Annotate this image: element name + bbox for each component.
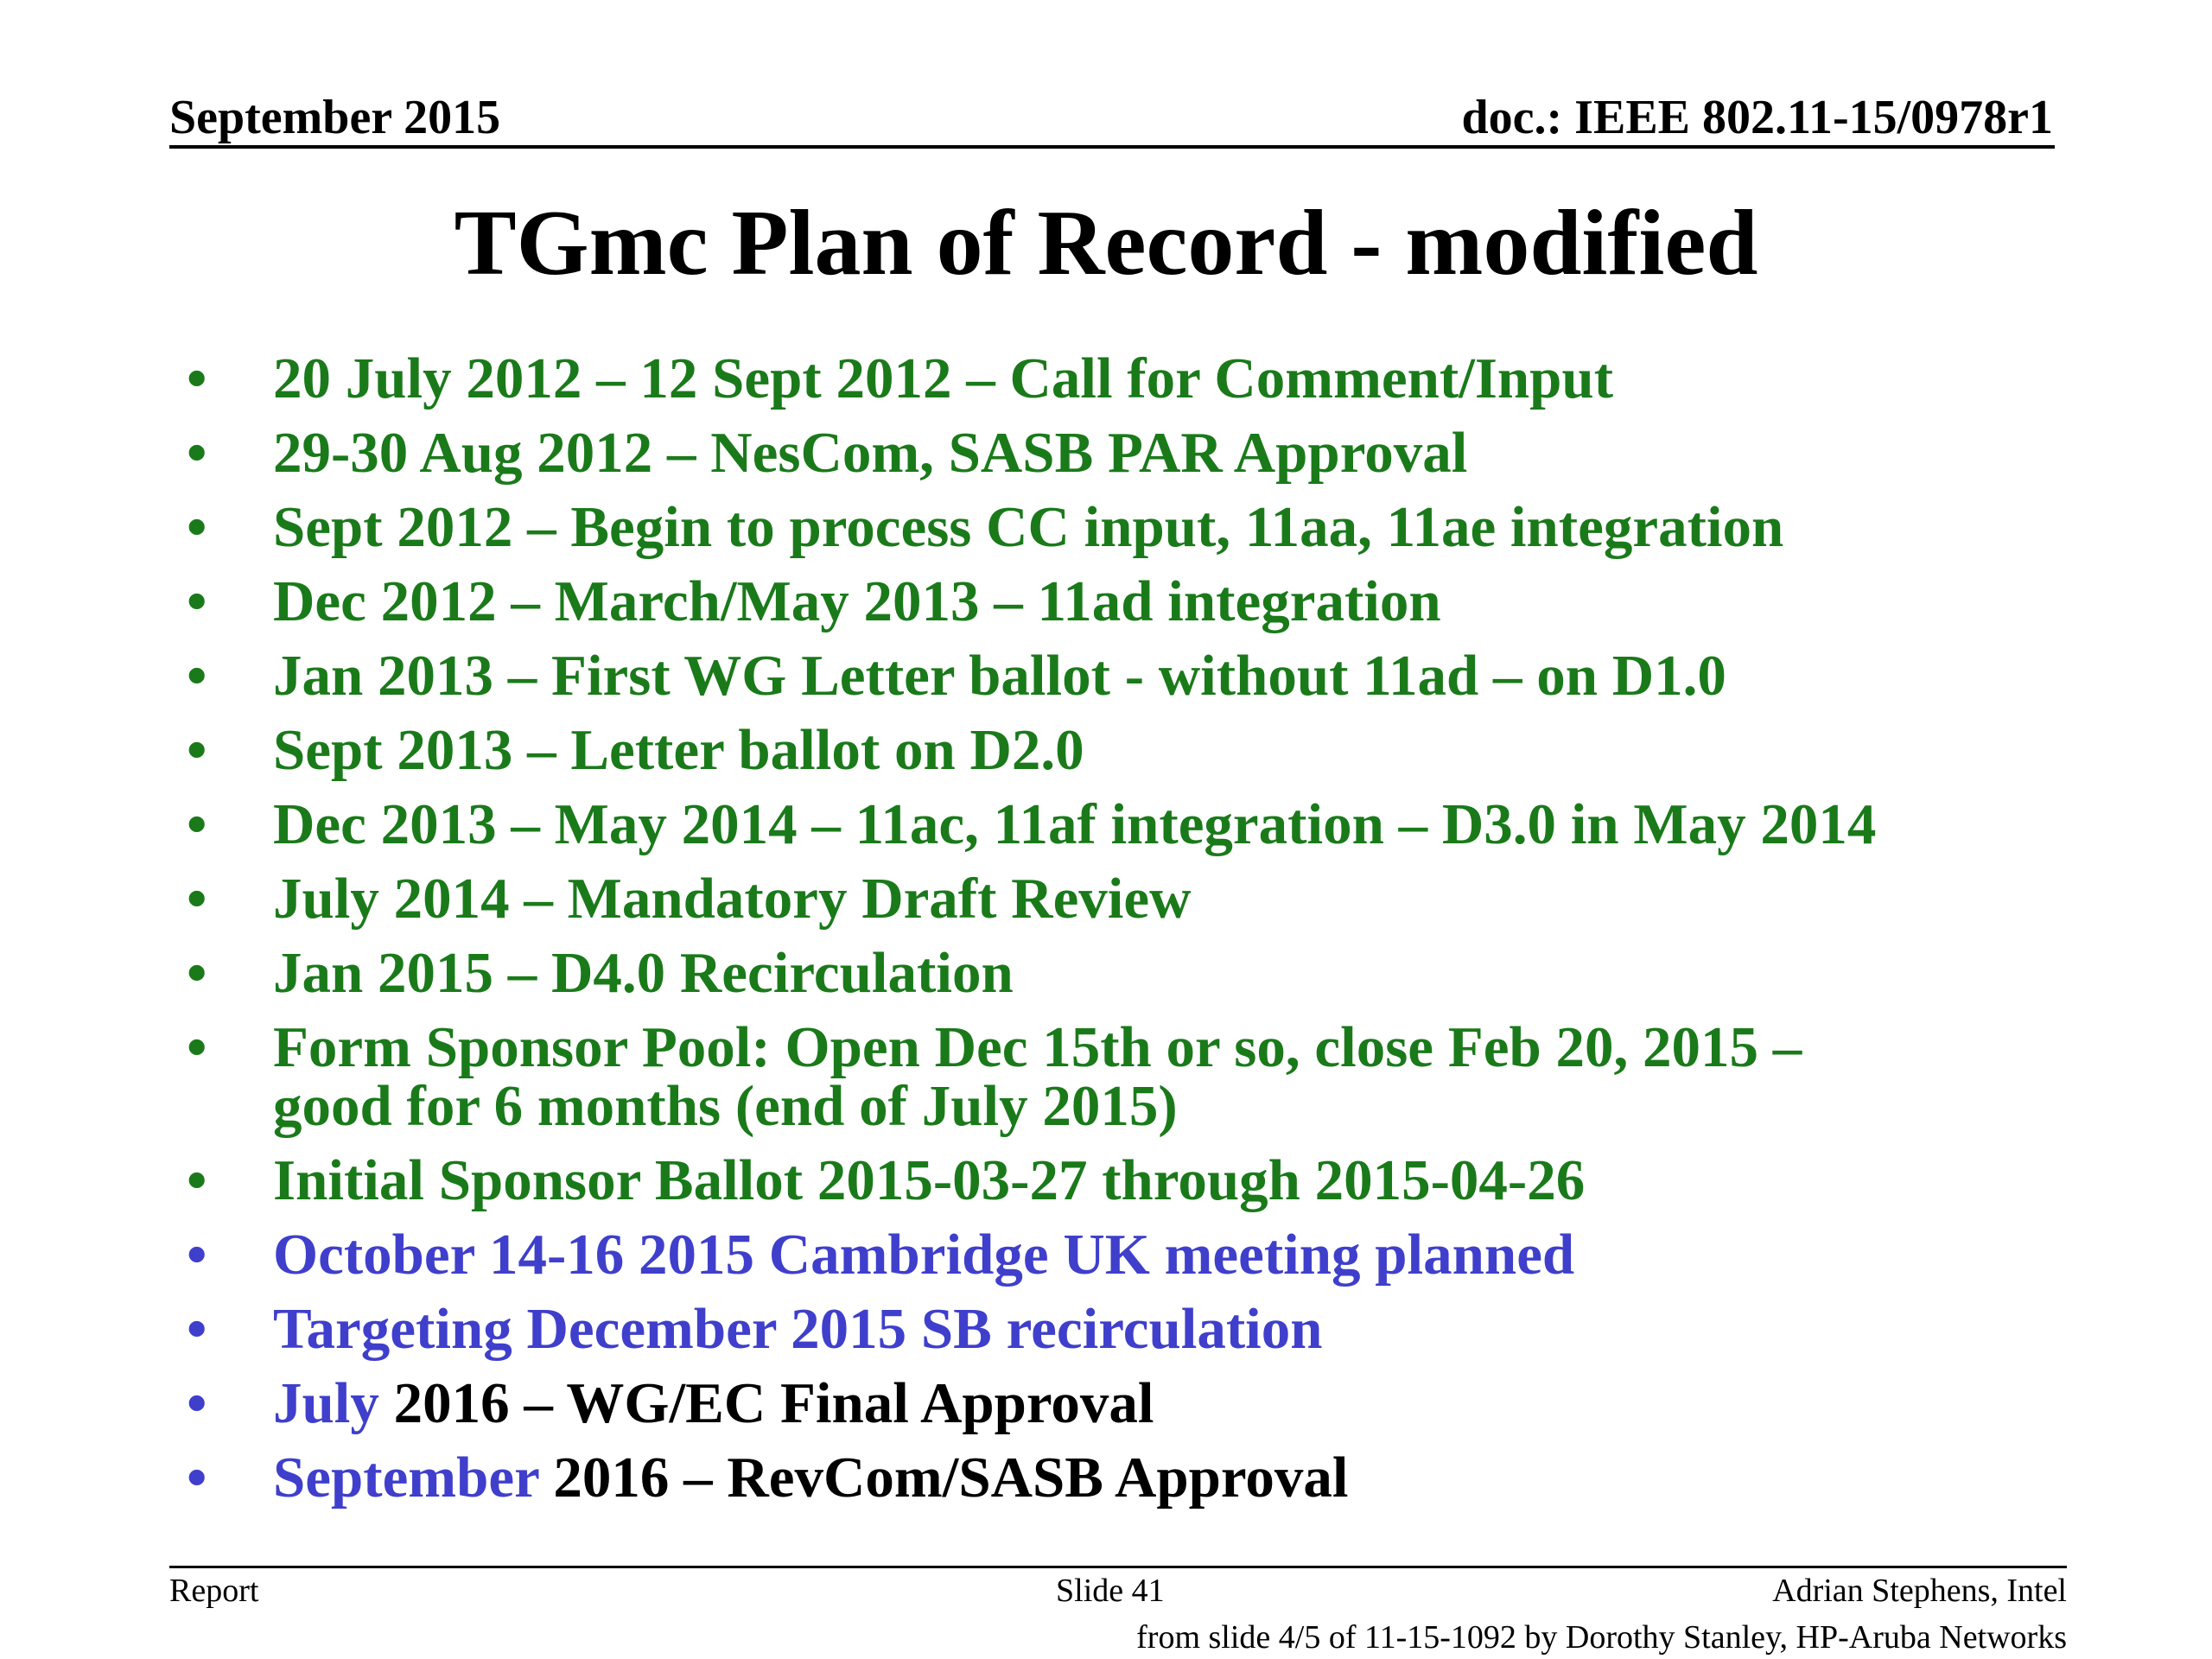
bullet-marker: • <box>187 718 207 782</box>
bullet-marker: • <box>187 1371 207 1435</box>
bullet-marker: • <box>187 346 207 410</box>
header-date: September 2015 <box>169 91 501 144</box>
bullet-item <box>187 1448 2088 1522</box>
bullet-marker: • <box>187 495 207 559</box>
bullet-list <box>187 346 2088 1522</box>
bullet-marker: • <box>187 792 207 856</box>
bullet-text: Dec 2013 – May 2014 – 11ac, 11af integration – D3.0 in May 2014 <box>273 792 1877 856</box>
bullet-text: Jan 2015 – D4.0 Recirculation <box>273 941 1014 1005</box>
bullet-text: 2016 – WG/EC Final Approval <box>378 1371 1154 1435</box>
bullet-text: October 14-16 2015 Cambridge UK meeting planned <box>273 1223 1575 1287</box>
bullet-item <box>187 1015 2088 1151</box>
bullet-text: 29-30 Aug 2012 – NesCom, SASB PAR Approval <box>273 421 1468 485</box>
bullet-item <box>187 646 2088 721</box>
header-divider <box>169 145 2055 149</box>
slide-number: Slide 41 <box>1056 1573 1165 1609</box>
bullet-item <box>187 941 2088 1018</box>
bullet-marker: • <box>187 1446 207 1510</box>
bullet-text: Sept 2012 – Begin to process CC input, 11aa, 11ae integration <box>273 495 1784 559</box>
bullet-text-continuation: good for 6 months (end of July 2015) <box>273 1074 1178 1138</box>
bullet-marker: • <box>187 569 207 633</box>
bullet-text: Form Sponsor Pool: Open Dec 15th or so, close Feb 20, 2015 – <box>273 1015 1802 1079</box>
footer-author: Adrian Stephens, Intel <box>1772 1573 2067 1609</box>
bullet-text: 20 July 2012 – 12 Sept 2012 – Call for Comment/Input <box>273 346 1614 410</box>
bullet-marker: • <box>187 941 207 1005</box>
footer-source-note: from slide 4/5 of 11-15-1092 by Dorothy Stanley, HP-Aruba Networks <box>1136 1619 2067 1656</box>
bullet-text: July 2014 – Mandatory Draft Review <box>273 867 1192 931</box>
bullet-marker: • <box>187 1223 207 1287</box>
bullet-item <box>187 1297 2088 1374</box>
bullet-item <box>187 423 2088 498</box>
bullet-marker: • <box>187 1297 207 1361</box>
footer-left-label: Report <box>169 1573 259 1609</box>
bullet-item <box>187 346 2088 423</box>
bullet-item <box>187 1148 2088 1225</box>
slide-title: TGmc Plan of Record - modified <box>454 192 1758 295</box>
bullet-item <box>187 1225 2088 1300</box>
bullet-text: Initial Sponsor Ballot 2015-03-27 through 2015-04-26 <box>273 1148 1586 1212</box>
bullet-text: Sept 2013 – Letter ballot on D2.0 <box>273 718 1084 782</box>
bullet-item <box>187 718 2088 795</box>
header-doc-id: doc.: IEEE 802.11-15/0978r1 <box>1461 91 2053 144</box>
footer-divider <box>169 1566 2067 1568</box>
bullet-item <box>187 569 2088 646</box>
bullet-marker: • <box>187 1015 207 1079</box>
bullet-text: July <box>273 1371 379 1435</box>
bullet-text: Jan 2013 – First WG Letter ballot - without 11ad – on D1.0 <box>273 644 1726 708</box>
bullet-text: 2016 – RevCom/SASB Approval <box>538 1446 1349 1510</box>
bullet-marker: • <box>187 867 207 931</box>
bullet-text: September <box>273 1446 539 1510</box>
bullet-item <box>187 792 2088 869</box>
bullet-text: Targeting December 2015 SB recirculation <box>273 1297 1323 1361</box>
bullet-item <box>187 1371 2088 1448</box>
bullet-marker: • <box>187 644 207 708</box>
bullet-item <box>187 869 2088 944</box>
bullet-marker: • <box>187 1148 207 1212</box>
bullet-marker: • <box>187 421 207 485</box>
bullet-text: Dec 2012 – March/May 2013 – 11ad integration <box>273 569 1441 633</box>
bullet-item <box>187 495 2088 572</box>
